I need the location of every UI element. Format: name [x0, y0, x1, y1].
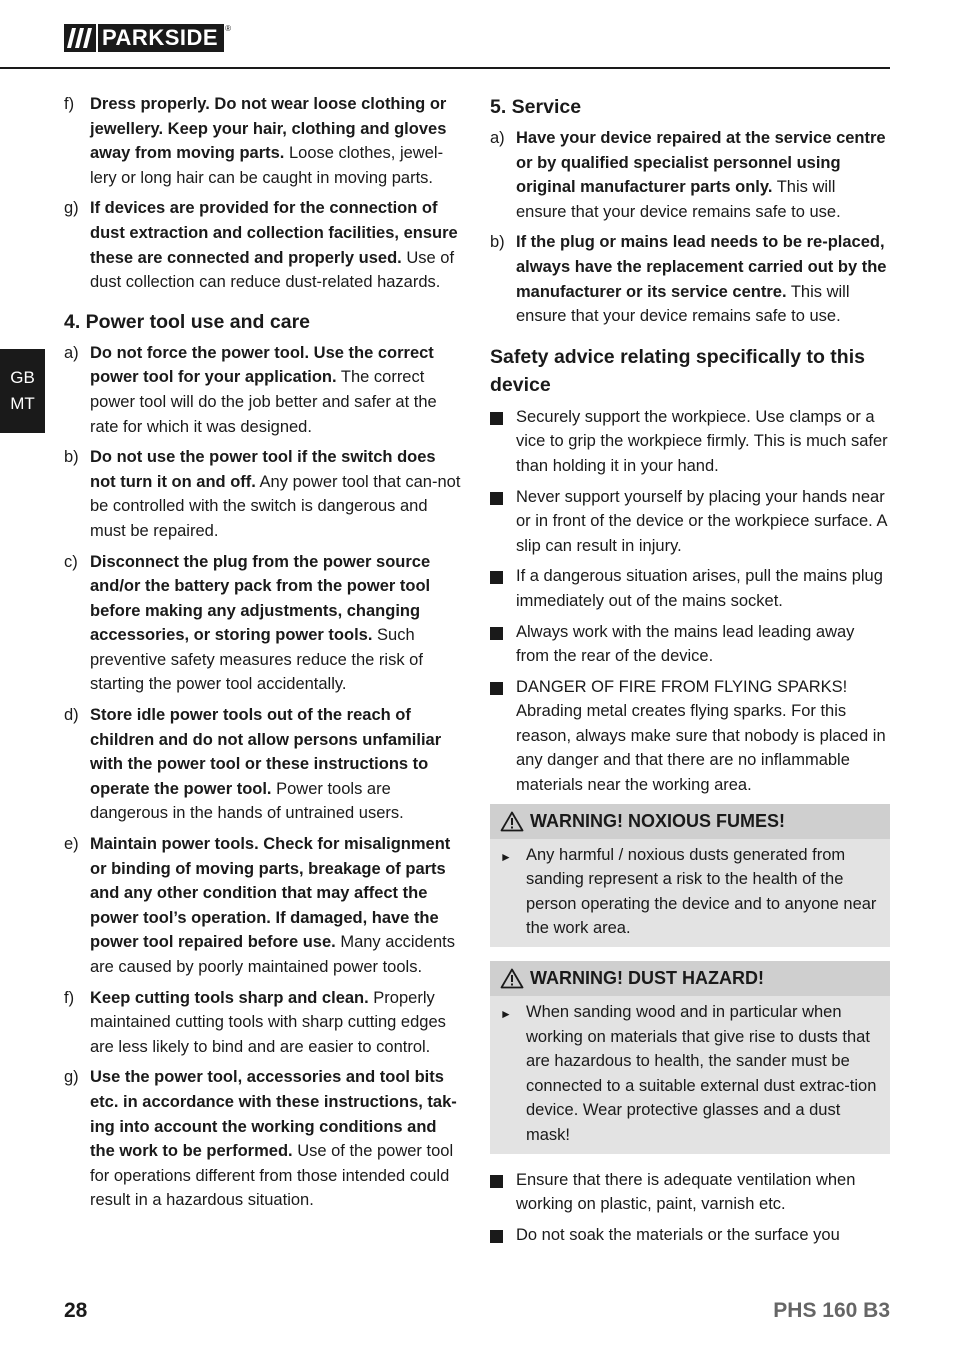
- bullet-item: Ensure that there is adequate ventilation when working on plastic, paint, varnish etc.: [490, 1168, 890, 1217]
- logo-stripes-icon: [64, 24, 96, 52]
- language-tab: [0, 349, 45, 433]
- bullet-item: Do not soak the materials or the surface you: [490, 1223, 890, 1248]
- warning-header: [490, 804, 890, 839]
- bullet-item: DANGER OF FIRE FROM FLYING SPARKS! Abrading metal creates flying sparks. For this reason, always make sure that nobody is placed in any danger and that there are no inflammable materials near the working area.: [490, 675, 890, 798]
- arrow-bullet-icon: ►: [500, 849, 512, 864]
- list-item: a) Do not force the power tool. Use the correct power tool for your application. The correct power tool will do the job better and safer at the rate for which it was designed.: [64, 343, 437, 436]
- list-item: f) Dress properly. Do not wear loose clothing or jewellery. Keep your hair, clothing and gloves away from moving parts. Loose clothes, jewel-lery or long hair can be caught in moving parts.: [64, 95, 447, 187]
- warning-item: ► When sanding wood and in particular when working on materials that give rise to dusts that are hazardous to health, the sander must be connected to a suitable external dust extrac-tion device. Wear protective glasses and a dust mask!: [490, 996, 890, 1148]
- list-item: c) Disconnect the plug from the power source and/or the battery pack from the power tool before making any adjustments, changing accessories, or storing power tools. Such preventive safety measures reduce the risk of starting the power tool accidentally.: [64, 552, 431, 694]
- square-bullet-icon: [490, 675, 516, 798]
- list-item: g) If devices are provided for the connection of dust extraction and collection facilities, ensure these are connected and properly used. Use of dust collection can reduce dust-related hazards.: [64, 199, 458, 292]
- square-bullet-icon: [490, 564, 516, 613]
- arrow-bullet-icon: ►: [500, 1007, 512, 1022]
- warning-box-dust: [490, 961, 890, 1154]
- brand-name: PARKSIDE: [96, 24, 224, 52]
- section-heading: 4. Power tool use and care: [64, 310, 310, 333]
- list-item: b) If the plug or mains lead needs to be re-placed, always have the replacement carried out by the manufacturer or its service centre. This will ensure that your device remains safe to use.: [490, 233, 887, 326]
- list-item: d) Store idle power tools out of the reach of children and do not allow persons unfamiliar with the power tool or these instructions to operate the power tool. Power tools are dangerous in the hands of untrained users.: [64, 706, 442, 823]
- left-column: [64, 92, 464, 1219]
- header-rule: [0, 67, 890, 69]
- section-heading: 5. Service: [490, 96, 582, 118]
- warning-header: [490, 961, 890, 996]
- square-bullet-icon: [490, 1223, 516, 1248]
- lang-gb: GB: [10, 368, 35, 387]
- model-number: PHS 160 B3: [773, 1299, 890, 1322]
- square-bullet-icon: [490, 485, 516, 559]
- list-item: b) Do not use the power tool if the switch does not turn it on and off. Any power tool that can-not be controlled with the switch is dangerous and must be repaired.: [64, 448, 461, 540]
- warning-title: WARNING! DUST HAZARD!: [530, 968, 764, 989]
- warning-box-fumes: [490, 804, 890, 947]
- list-item: a) Have your device repaired at the service centre or by qualified specialist personnel using original manufacturer parts only. This will ensure that your device remains safe to use.: [490, 129, 886, 221]
- bullet-item: Securely support the workpiece. Use clamps or a vice to grip the workpiece firmly. This is much safer than holding it in your hand.: [490, 405, 890, 479]
- square-bullet-icon: [490, 1168, 516, 1217]
- list-item: g) Use the power tool, accessories and tool bits etc. in accordance with these instructions, tak-ing into account the working conditions and the work to be performed. Use of the power tool for operations different from those intended could result in a hazardous situation.: [64, 1068, 457, 1210]
- list-item: f) Keep cutting tools sharp and clean. Properly maintained cutting tools with sharp cutting edges are less likely to bind and are easier to control.: [64, 988, 446, 1056]
- section-heading: Safety advice relating specifically to this device: [490, 345, 865, 396]
- bullet-item: Always work with the mains lead leading away from the rear of the device.: [490, 620, 890, 669]
- list-item: e) Maintain power tools. Check for misalignment or binding of moving parts, breakage of parts and any other condition that may affect the power tool’s operation. If damaged, have the power tool repaired before use. Many accidents are caused by poorly maintained power tools.: [64, 835, 455, 976]
- warning-item: ► Any harmful / noxious dusts generated from sanding represent a risk to the health of the person operating the device and to anyone near the work area.: [490, 839, 890, 941]
- square-bullet-icon: [490, 405, 516, 479]
- bullet-item: Never support yourself by placing your hands near or in front of the device or the workpiece surface. A slip can result in injury.: [490, 485, 890, 559]
- lang-mt: MT: [10, 394, 35, 413]
- right-column: [490, 92, 890, 1253]
- square-bullet-icon: [490, 620, 516, 669]
- registered-mark: ®: [225, 24, 231, 33]
- warning-title: WARNING! NOXIOUS FUMES!: [530, 810, 785, 831]
- warning-triangle-icon: [500, 811, 524, 832]
- warning-triangle-icon: [500, 968, 524, 989]
- bullet-item: If a dangerous situation arises, pull the mains plug immediately out of the mains socket.: [490, 564, 890, 613]
- parkside-logo: [64, 24, 231, 52]
- page-number: 28: [64, 1299, 88, 1322]
